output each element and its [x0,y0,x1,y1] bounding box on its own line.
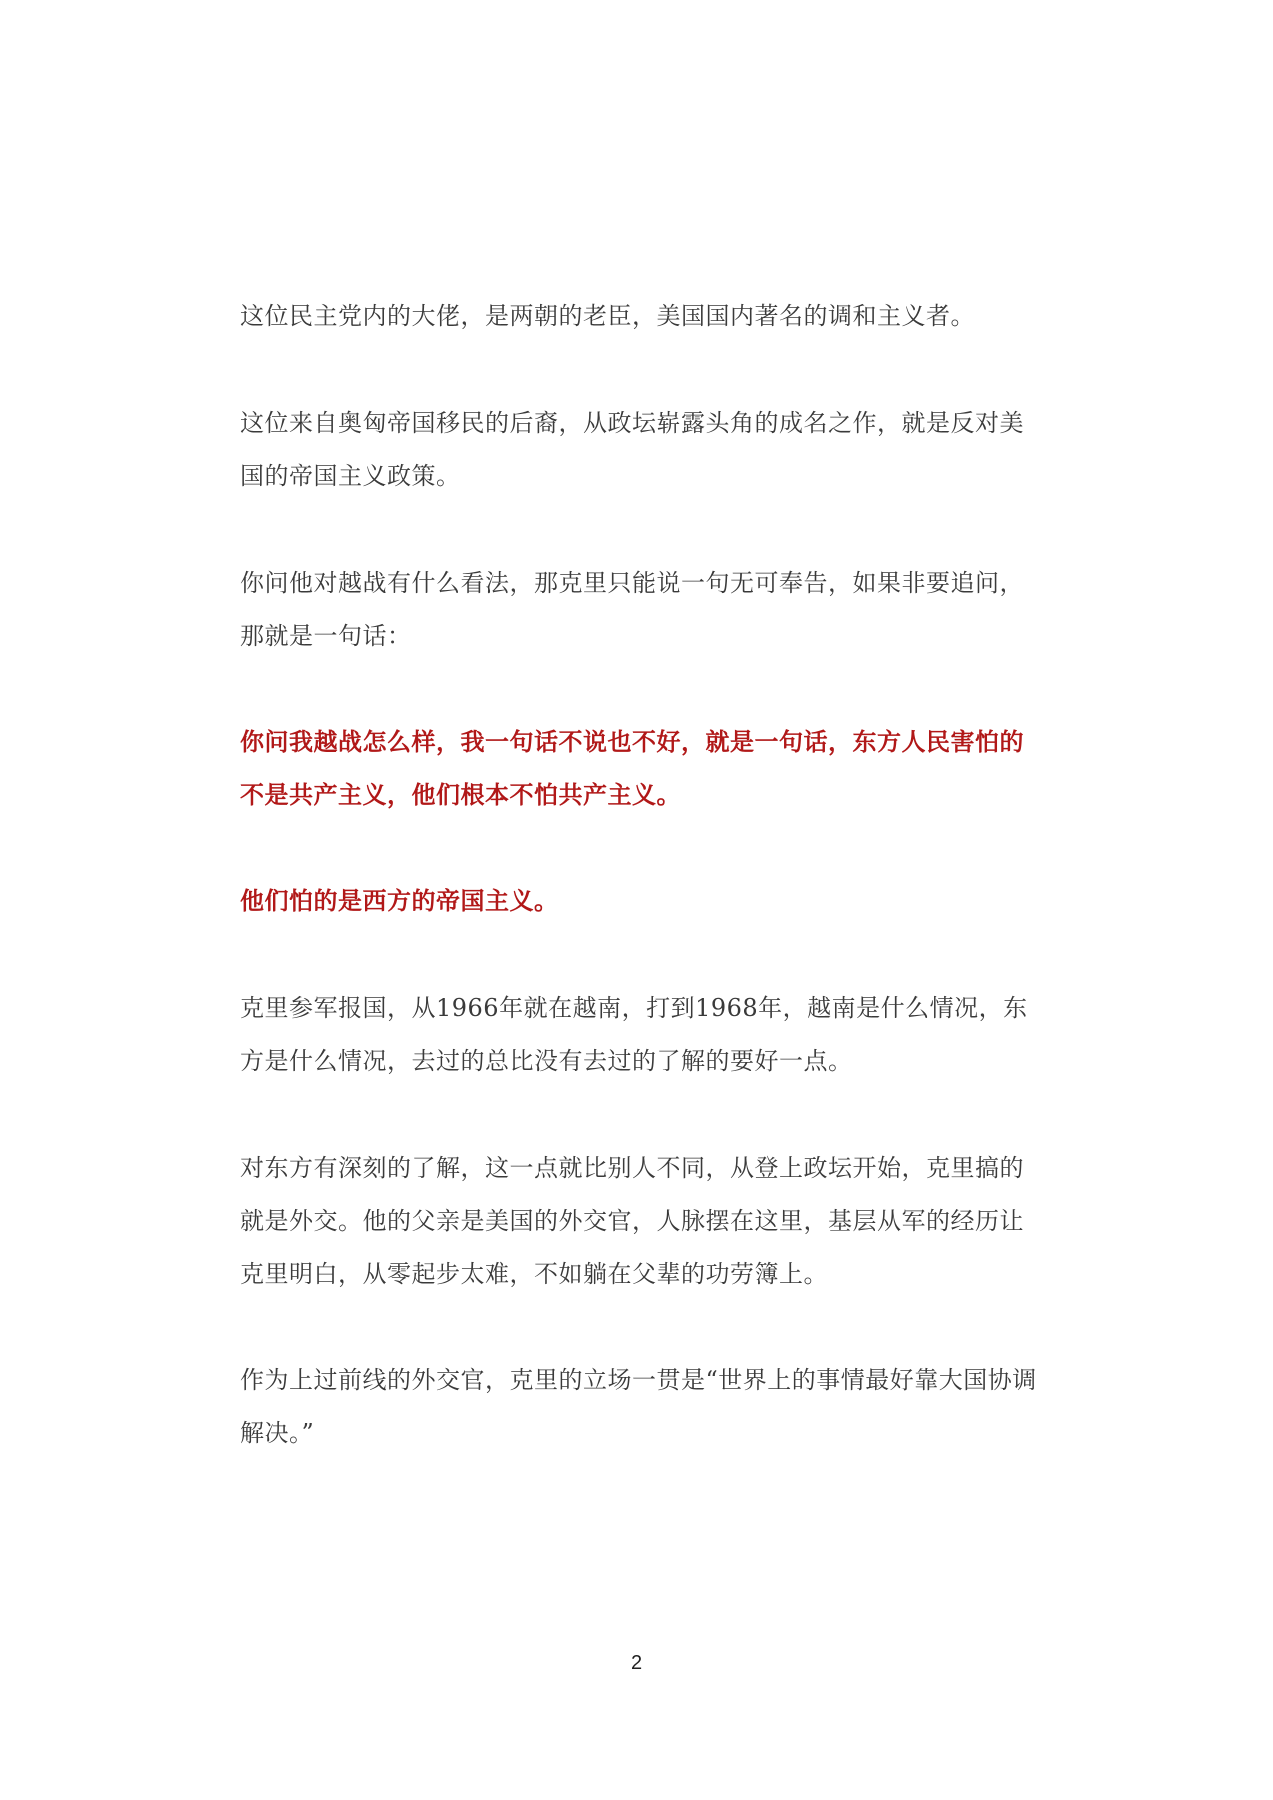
page-number: 2 [630,1652,643,1674]
paragraph-8: 作为上过前线的外交官，克里的立场一贯是“世界上的事情最好靠大国协调解决。” [240,1366,1037,1447]
paragraph-6: 克里参军报国，从1966年就在越南，打到1968年，越南是什么情况，东方是什么情况，去过的总比没有去过的了解的要好一点。 [240,994,1028,1075]
paragraph-7: 对东方有深刻的了解，这一点就比别人不同，从登上政坛开始，克里搞的就是外交。他的父亲是美国的外交官，人脉摆在这里，基层从军的经历让克里明白，从零起步太难，不如躺在父辈的功劳簿上。 [240,1154,1024,1288]
paragraph-2: 这位来自奥匈帝国移民的后裔，从政坛崭露头角的成名之作，就是反对美国的帝国主义政策。 [240,409,1024,490]
paragraph-3: 你问他对越战有什么看法，那克里只能说一句无可奉告，如果非要追问，那就是一句话： [240,569,1024,650]
highlighted-quote-2: 他们怕的是西方的帝国主义。 [240,887,559,915]
paragraph-1: 这位民主党内的大佬，是两朝的老臣，美国国内著名的调和主义者。 [240,302,975,330]
highlighted-quote-1: 你问我越战怎么样，我一句话不说也不好，就是一句话，东方人民害怕的不是共产主义，他们根本不怕共产主义。 [240,728,1024,809]
